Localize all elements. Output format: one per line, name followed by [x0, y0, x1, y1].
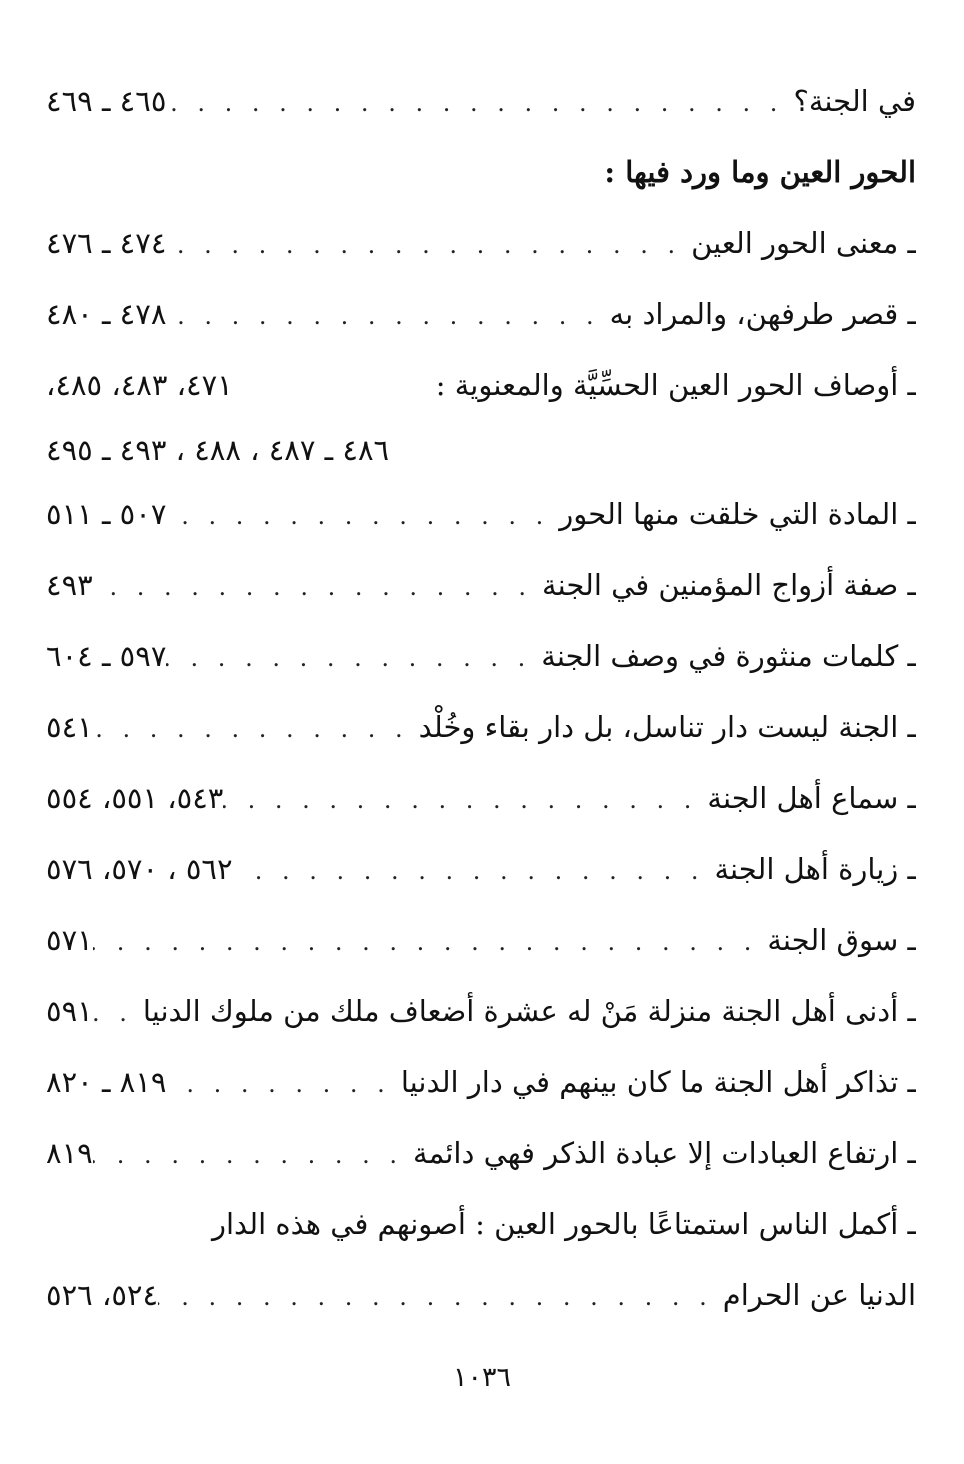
entry-pages: ٥٤١: [46, 710, 93, 744]
index-entry: [46, 621, 916, 692]
index-entries: [46, 66, 916, 1331]
entry-title: في الجنة؟: [793, 84, 916, 118]
leader-dots: [166, 623, 541, 692]
entry-title: ـ صفة أزواج المؤمنين في الجنة: [542, 568, 916, 602]
entry-title: ـ أدنى أهل الجنة منزلة مَنْ له عشرة أضعاف ملك من ملوك الدنيا: [142, 994, 916, 1028]
index-entry: [46, 208, 916, 279]
heading-text: الحور العين وما ورد فيها :: [604, 155, 916, 189]
entry-pages: ٨١٩: [46, 1136, 93, 1170]
entry-title: ـ كلمات منثورة في وصف الجنة: [541, 639, 916, 673]
index-entry: [46, 763, 916, 834]
entry-pages: ٥٧١: [46, 923, 93, 957]
entry-title: ـ سماع أهل الجنة: [707, 781, 916, 815]
entry-pages: ٥٩١: [46, 994, 93, 1028]
leader-dots: [233, 836, 715, 905]
index-entry: [46, 1118, 916, 1189]
entry-title: ـ زيارة أهل الجنة: [714, 852, 916, 886]
index-entry: [46, 350, 916, 421]
entry-title: ـ ارتفاع العبادات إلا عبادة الذكر فهي دائمة: [413, 1136, 916, 1170]
entry-title: ـ سوق الجنة: [767, 923, 916, 957]
entry-title: الدنيا عن الحرام: [722, 1278, 916, 1312]
leader-dots: [166, 1049, 400, 1118]
entry-pages: ٥٢٤، ٥٢٦: [46, 1278, 159, 1312]
index-entry: [46, 66, 916, 137]
entry-pages: ٤٧١، ٤٨٣، ٤٨٥،: [46, 368, 233, 402]
entry-pages: ٤٨٦ ـ ٤٨٧ ، ٤٨٨ ، ٤٩٣ ـ ٤٩٥: [46, 433, 390, 467]
entry-pages: ٥٦٢ ، ٥٧٠، ٥٧٦: [46, 852, 233, 886]
entry-pages: ٨١٩ ـ ٨٢٠: [46, 1065, 167, 1099]
entry-title: ـ أوصاف الحور العين الحسِّيَّة والمعنوية :: [435, 368, 916, 402]
index-entry: [46, 279, 916, 350]
index-entry: [46, 479, 916, 550]
index-entry: [46, 550, 916, 621]
index-entry: [46, 905, 916, 976]
entry-pages: ٤٩٣: [46, 568, 93, 602]
section-heading: [46, 137, 916, 208]
leader-dots: [166, 68, 793, 137]
leader-dots: [158, 1262, 723, 1331]
leader-dots: [93, 978, 143, 1047]
leader-dots: [93, 1120, 413, 1189]
index-entry: [46, 1047, 916, 1118]
entry-title: ـ معنى الحور العين: [691, 226, 916, 260]
leader-dots: [166, 281, 609, 350]
entry-pages: ٤٦٥ ـ ٤٦٩: [46, 84, 167, 118]
leader-dots: [93, 552, 542, 621]
entry-title: ـ تذاكر أهل الجنة ما كان بينهم في دار الدنيا: [400, 1065, 916, 1099]
leader-dots: [223, 765, 707, 834]
entry-title: ـ أكمل الناس استمتاعًا بالحور العين : أصونهم في هذه الدار: [211, 1207, 916, 1241]
index-entry: [46, 1189, 916, 1260]
entry-title: ـ المادة التي خلقت منها الحور: [559, 497, 916, 531]
entry-pages: ٤٧٤ ـ ٤٧٦: [46, 226, 167, 260]
entry-title: ـ قصر طرفهن، والمراد به: [609, 297, 916, 331]
leader-dots: [93, 694, 419, 763]
page-number: ١٠٣٦: [452, 1362, 511, 1393]
index-entry: [46, 692, 916, 763]
leader-dots: [93, 907, 768, 976]
index-entry: [46, 1260, 916, 1331]
entry-title: ـ الجنة ليست دار تناسل، بل دار بقاء وخُلْد: [418, 710, 916, 744]
entry-pages: ٥٠٧ ـ ٥١١: [46, 497, 167, 531]
leader-dots: [166, 481, 559, 550]
entry-pages: ٥٤٣، ٥٥١، ٥٥٤: [46, 781, 224, 815]
entry-pages: ٥٩٧ ـ ٦٠٤: [46, 639, 167, 673]
entry-pages: ٤٧٨ ـ ٤٨٠: [46, 297, 167, 331]
index-entry: [46, 834, 916, 905]
leader-dots: [166, 210, 691, 279]
index-entry: [46, 976, 916, 1047]
index-entry-continuation: [46, 421, 916, 479]
